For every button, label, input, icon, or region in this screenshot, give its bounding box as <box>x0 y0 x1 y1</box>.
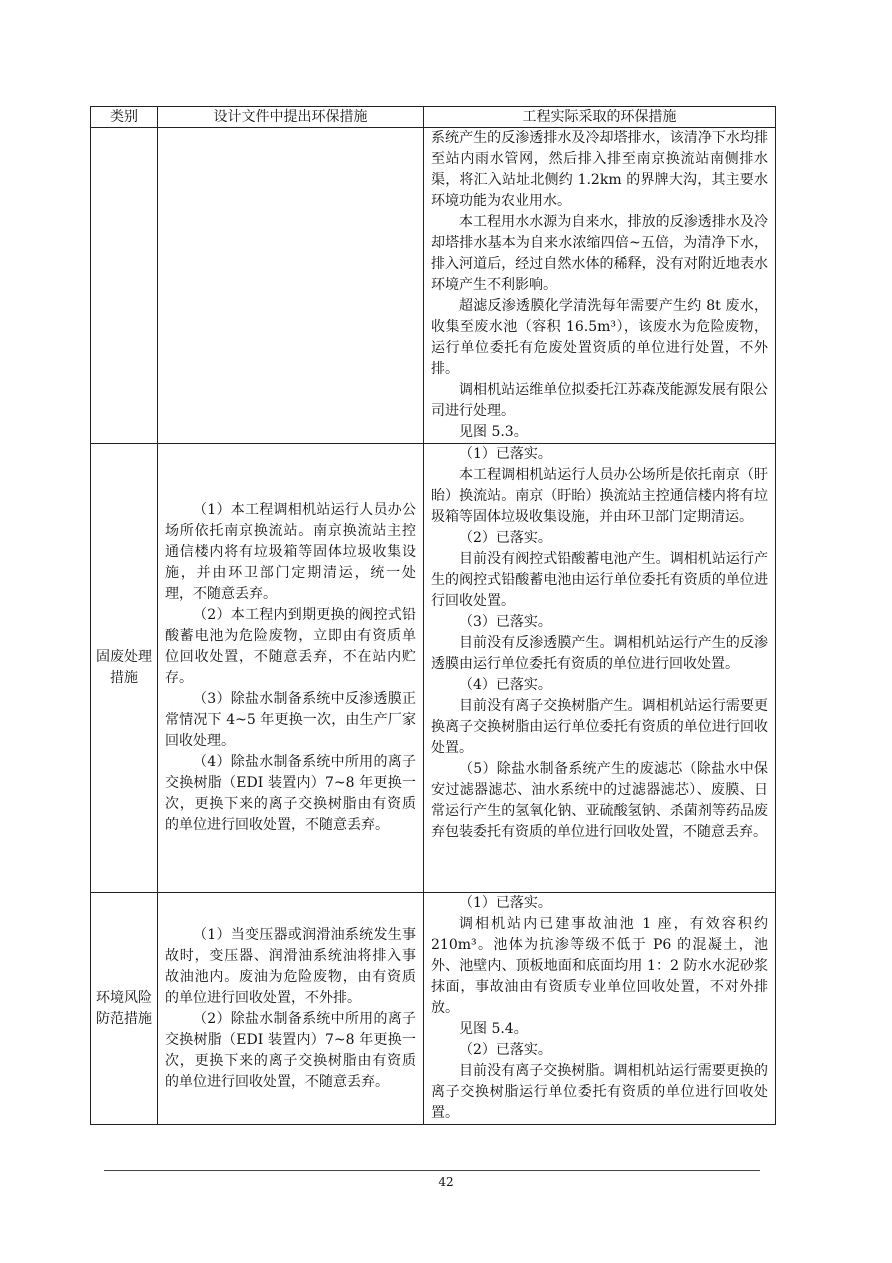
actual-paragraph: 本工程用水水源为自来水，排放的反渗透排水及冷却塔排水基本为自来水浓缩四倍~五倍，为清净下水，排入河道后，经过自然水体的稀释，没有对附近地表水环境产生不利影响。 <box>431 214 768 293</box>
header-row <box>91 107 776 128</box>
actual-paragraph: （3）已落实。 <box>459 614 552 630</box>
table-row <box>91 444 776 893</box>
category-cell: 固废处理措施 <box>91 444 158 893</box>
actual-cell <box>424 893 776 1125</box>
header-design: 设计文件中提出环保措施 <box>158 107 424 128</box>
design-cell <box>158 893 424 1125</box>
design-paragraph: （2）本工程内到期更换的阀控式铅酸蓄电池为危险废物，立即由有资质单位回收处置，不随意丢弃，不在站内贮存。 <box>165 607 416 686</box>
actual-paragraph: 调相机站运维单位拟委托江苏森茂能源发展有限公司进行处理。 <box>431 382 768 419</box>
header-actual: 工程实际采取的环保措施 <box>424 107 776 128</box>
design-cell <box>158 444 424 893</box>
actual-paragraph: 目前没有反渗透膜产生。调相机站运行产生的反渗透膜由运行单位委托有资质的单位进行回收处置。 <box>431 635 768 672</box>
actual-paragraph: （5）除盐水制备系统产生的废滤芯（除盐水中保安过滤器滤芯、油水系统中的过滤器滤芯）、废膜、日常运行产生的氢氧化钠、亚硫酸氢钠、杀菌剂等药品废弃包装委托有资质的单位进行回收处置，不随意丢弃。 <box>431 761 768 840</box>
actual-paragraph: （1）已落实。 <box>459 895 552 911</box>
actual-paragraph: 见图 5.3。 <box>459 424 528 440</box>
actual-paragraph: 目前没有离子交换树脂。调相机站运行需要更换的离子交换树脂运行单位委托有资质的单位进行回收处置。 <box>431 1063 768 1121</box>
actual-paragraph: （1）已落实。 <box>459 446 552 462</box>
actual-paragraph: 见图 5.4。 <box>459 1021 528 1037</box>
actual-cell <box>424 444 776 893</box>
header-category: 类别 <box>91 107 158 128</box>
actual-paragraph: 调相机站内已建事故油池 1 座，有效容积约 210m³。池体为抗渗等级不低于 P6 的混凝土，池外、池壁内、顶板地面和底面均用 1：2 防水水泥砂浆抹面，事故油由有资质专业单位回收处置，不对外排放。 <box>431 916 768 1016</box>
footer-divider <box>104 1170 760 1171</box>
category-cell: 环境风险防范措施 <box>91 893 158 1125</box>
design-paragraph: （1）本工程调相机站运行人员办公场所依托南京换流站。南京换流站主控通信楼内将有垃圾箱等固体垃圾收集设施，并由环卫部门定期清运，统一处理，不随意丢弃。 <box>165 502 416 602</box>
actual-paragraph: 目前没有阀控式铅酸蓄电池产生。调相机站运行产生的阀控式铅酸蓄电池由运行单位委托有资质的单位进行回收处置。 <box>431 551 768 609</box>
actual-paragraph: （2）已落实。 <box>459 530 552 546</box>
design-paragraph: （2）除盐水制备系统中所用的离子交换树脂（EDI 装置内）7~8 年更换一次，更换下来的离子交换树脂由有资质的单位进行回收处置，不随意丢弃。 <box>165 1010 416 1090</box>
actual-paragraph: （2）已落实。 <box>459 1042 552 1058</box>
measures-table <box>90 106 776 1125</box>
actual-paragraph: 本工程调相机站运行人员办公场所是依托南京（盱眙）换流站。南京（盱眙）换流站主控通信楼内将有垃圾箱等固体垃圾收集设施，并由环卫部门定期清运。 <box>431 467 768 525</box>
actual-paragraph: 超滤反渗透膜化学清洗每年需要产生约 8t 废水，收集至废水池（容积 16.5m³），该废水为危险废物，运行单位委托有危废处置资质的单位进行处置，不外排。 <box>431 298 768 377</box>
design-paragraph: （3）除盐水制备系统中反渗透膜正常情况下 4~5 年更换一次，由生产厂家回收处理。 <box>165 691 416 749</box>
table-row <box>91 128 776 444</box>
table-row <box>91 893 776 1125</box>
page-number: 42 <box>438 1175 454 1189</box>
actual-paragraph: （4）已落实。 <box>459 677 552 693</box>
actual-paragraph: 系统产生的反渗透排水及冷却塔排水，该清净下水均排至站内雨水管网，然后排入排至南京换流站南侧排水渠，将汇入站址北侧约 1.2km 的界牌大沟，其主要水环境功能为农业用水。 <box>431 130 768 209</box>
design-paragraph: （4）除盐水制备系统中所用的离子交换树脂（EDI 装置内）7~8 年更换一次，更换下来的离子交换树脂由有资质的单位进行回收处置，不随意丢弃。 <box>165 754 416 833</box>
actual-paragraph: 目前没有离子交换树脂产生。调相机站运行需要更换离子交换树脂由运行单位委托有资质的单位进行回收处置。 <box>431 698 768 756</box>
design-paragraph: （1）当变压器或润滑油系统发生事故时，变压器、润滑油系统油将排入事故油池内。废油为危险废物，由有资质的单位进行回收处置，不外排。 <box>165 926 416 1006</box>
actual-cell <box>424 128 776 444</box>
category-cell <box>91 128 158 444</box>
design-cell <box>158 128 424 444</box>
